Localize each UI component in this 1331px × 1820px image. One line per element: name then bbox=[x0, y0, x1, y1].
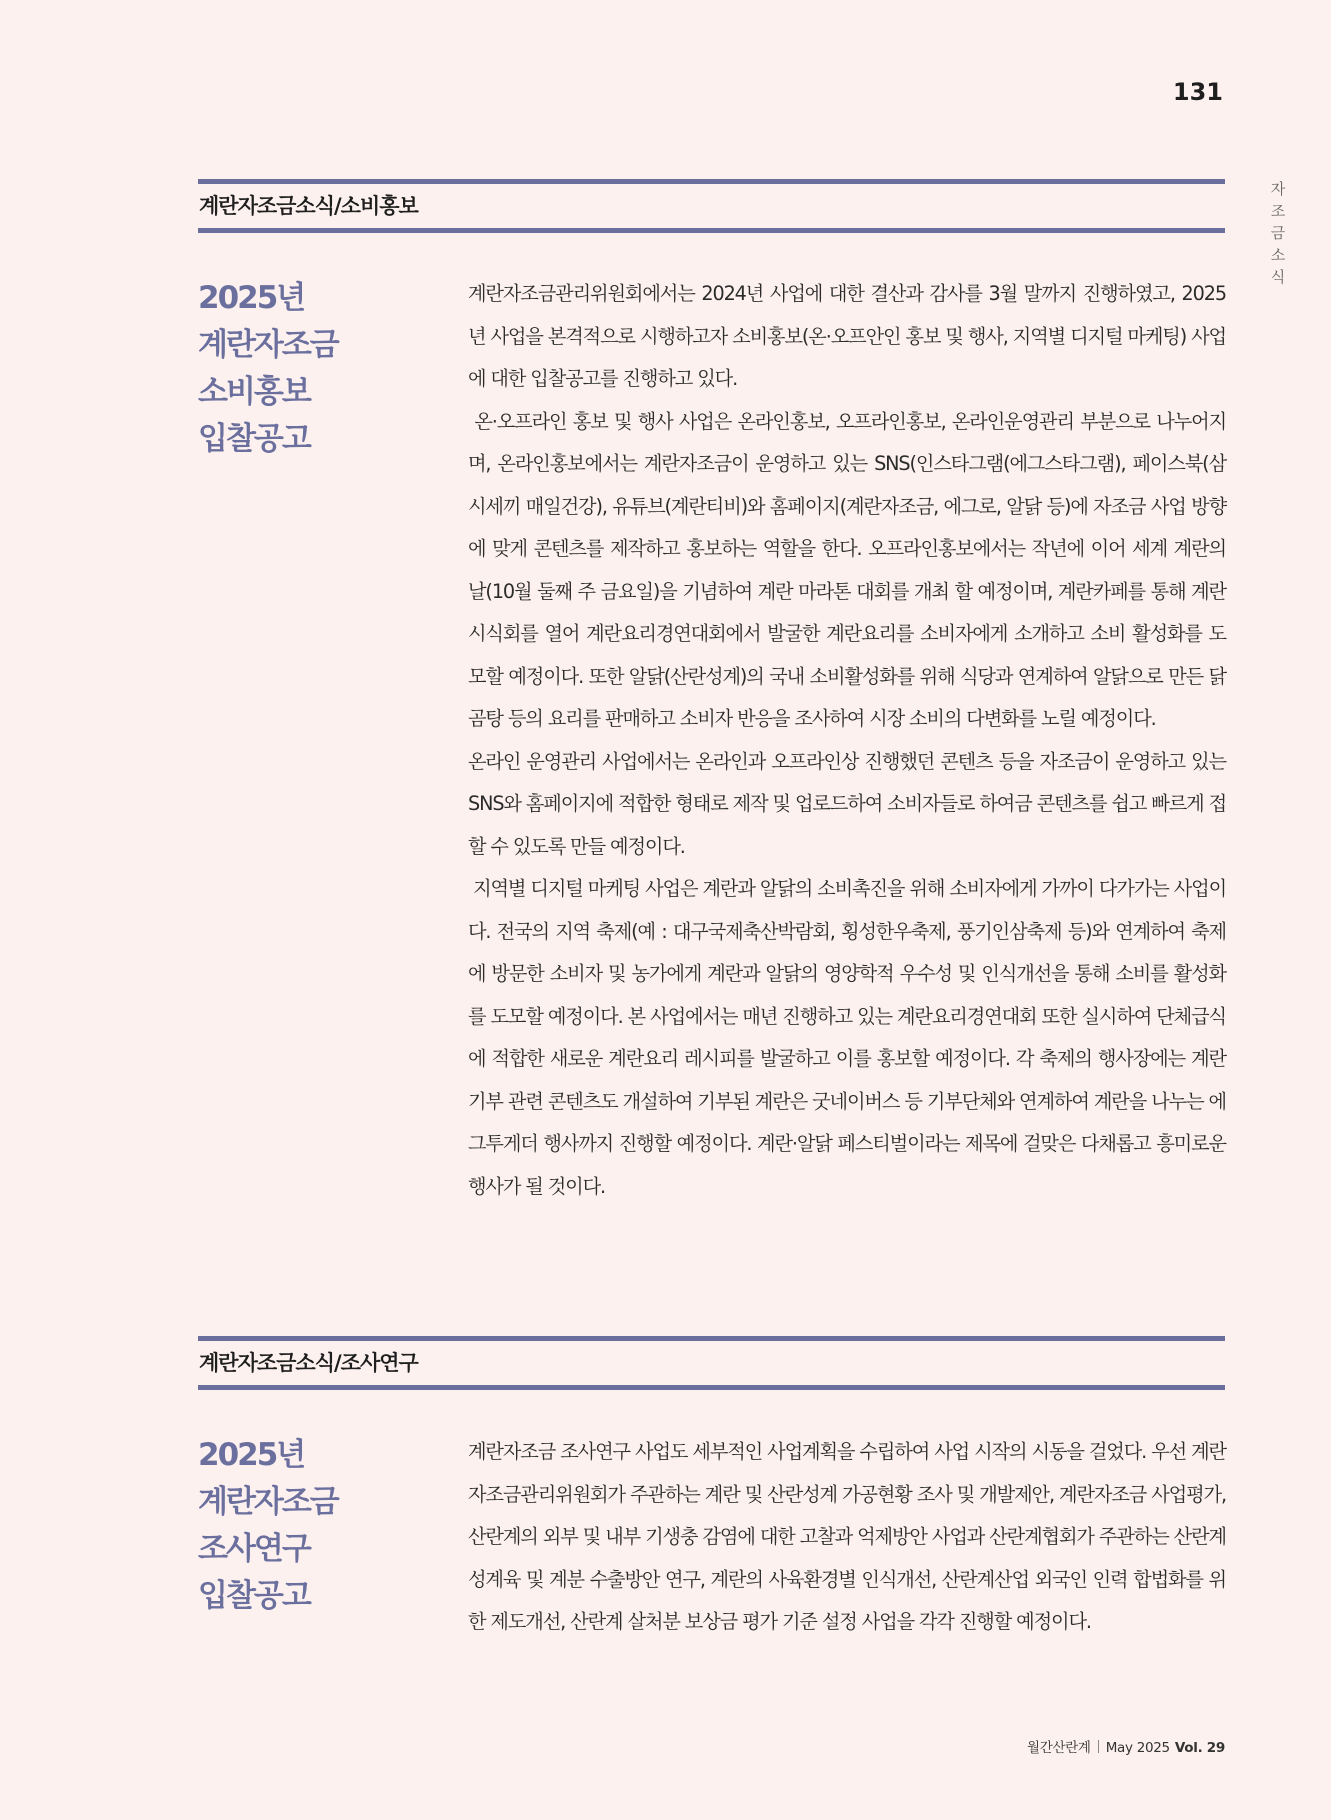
article-heading-consumer-promotion bbox=[198, 275, 338, 463]
section-header-title: 계란자조금소식/조사연구 bbox=[199, 1351, 418, 1375]
heading-line: 계란자조금 bbox=[198, 327, 338, 363]
page-number: 131 bbox=[1172, 78, 1223, 106]
article-heading-research bbox=[198, 1432, 338, 1620]
body-paragraph: 계란자조금관리위원회에서는 2024년 사업에 대한 결산과 감사를 3월 말까지 진행하였고, 2025년 사업을 본격적으로 시행하고자 소비홍보(온·오프안인 홍보 및 행사, 지역별 디지털 마케팅) 사업에 대한 입찰공고를 진행하고 있다. bbox=[468, 282, 1226, 390]
body-paragraph: 온라인 운영관리 사업에서는 온라인과 오프라인상 진행했던 콘텐츠 등을 자조금이 운영하고 있는 SNS와 홈페이지에 적합한 형태로 제작 및 업로드하여 소비자들로 하여금 콘텐츠를 쉽고 빠르게 접할 수 있도록 만들 예정이다. bbox=[468, 749, 1226, 858]
body-paragraph: 온·오프라인 홍보 및 행사 사업은 온라인홍보, 오프라인홍보, 온라인운영관리 부분으로 나누어지며, 온라인홍보에서는 계란자조금이 운영하고 있는 SNS(인스타그램(에그스타그램), 페이스북(삼시세끼 매일건강), 유튜브(계란티비)와 홈페이지(계란자조금, 에그로, 알닭 등)에 자조금 사업 방향에 맞게 콘텐츠를 제작하고 홍보하는 역할을 한다. 오프라인홍보에서는 작년에 이어 세계 계란의 날(10월 둘째 주 금요일)을 기념하여 계란 마라톤 대회를 개최 할 예정이며, 계란카페를 통해 계란시식회를 열어 계란요리경연대회에서 발굴한 계란요리를 소비자에게 소개하고 소비 활성화를 도모할 예정이다. 또한 알닭(산란성계)의 국내 소비활성화를 위해 식당과 연계하여 알닭으로 만든 닭곰탕 등의 요리를 판매하고 소비자 반응을 조사하여 시장 소비의 다변화를 노릴 예정이다. bbox=[468, 409, 1231, 730]
heading-line: 입찰공고 bbox=[198, 421, 310, 457]
heading-line: 2025년 bbox=[198, 1437, 305, 1473]
heading-line: 조사연구 bbox=[198, 1531, 310, 1567]
section-header-consumer-promotion bbox=[198, 179, 1225, 233]
article-body-consumer-promotion bbox=[468, 273, 1231, 1208]
footer-divider bbox=[1098, 1740, 1099, 1753]
body-paragraph: 계란자조금 조사연구 사업도 세부적인 사업계획을 수립하여 사업 시작의 시동을 걸었다. 우선 계란자조금관리위원회가 주관하는 계란 및 산란성계 가공현황 조사 및 개발제안, 계란자조금 사업평가, 산란계의 외부 및 내부 기생충 감염에 대한 고찰과 억제방안 사업과 산란계협회가 주관하는 산란계 성계육 및 계분 수출방안 연구, 계란의 사육환경별 인식개선, 산란계산업 외국인 인력 합법화를 위한 제도개선, 산란계 살처분 보상금 평가 기준 설정 사업을 각각 진행할 예정이다. bbox=[468, 1440, 1226, 1633]
page-footer bbox=[1027, 1736, 1225, 1756]
heading-line: 2025년 bbox=[198, 280, 305, 316]
heading-line: 계란자조금 bbox=[198, 1484, 338, 1520]
side-section-tab: 자조금 소식 bbox=[1270, 180, 1286, 286]
issue-volume: Vol. 29 bbox=[1174, 1740, 1225, 1756]
heading-line: 소비홍보 bbox=[198, 374, 310, 410]
article-body-research bbox=[468, 1431, 1226, 1644]
section-header-title: 계란자조금소식/소비홍보 bbox=[199, 194, 418, 218]
issue-date: May 2025 bbox=[1105, 1740, 1170, 1756]
body-paragraph: 지역별 디지털 마케팅 사업은 계란과 알닭의 소비촉진을 위해 소비자에게 가까이 다가가는 사업이다. 전국의 지역 축제(예 : 대구국제축산박람회, 횡성한우축제, 풍기인삼축제 등)와 연계하여 축제에 방문한 소비자 및 농가에게 계란과 알닭의 영양학적 우수성 및 인식개선을 통해 소비를 활성화를 도모할 예정이다. 본 사업에서는 매년 진행하고 있는 계란요리경연대회 또한 실시하여 단체급식에 적합한 새로운 계란요리 레시피를 발굴하고 이를 홍보할 예정이다. 각 축제의 행사장에는 계란기부 관련 콘텐츠도 개설하여 기부된 계란은 굿네이버스 등 기부단체와 연계하여 계란을 나누는 에그투게더 행사까지 진행할 예정이다. 계란·알닭 페스티벌이라는 제목에 걸맞은 다채롭고 흥미로운 행사가 될 것이다. bbox=[468, 877, 1231, 1198]
magazine-name: 월간산란계 bbox=[1026, 1740, 1091, 1756]
heading-line: 입찰공고 bbox=[198, 1578, 310, 1614]
section-bottom-rule bbox=[198, 1385, 1225, 1390]
section-bottom-rule bbox=[198, 228, 1225, 233]
section-header-research bbox=[198, 1336, 1225, 1390]
